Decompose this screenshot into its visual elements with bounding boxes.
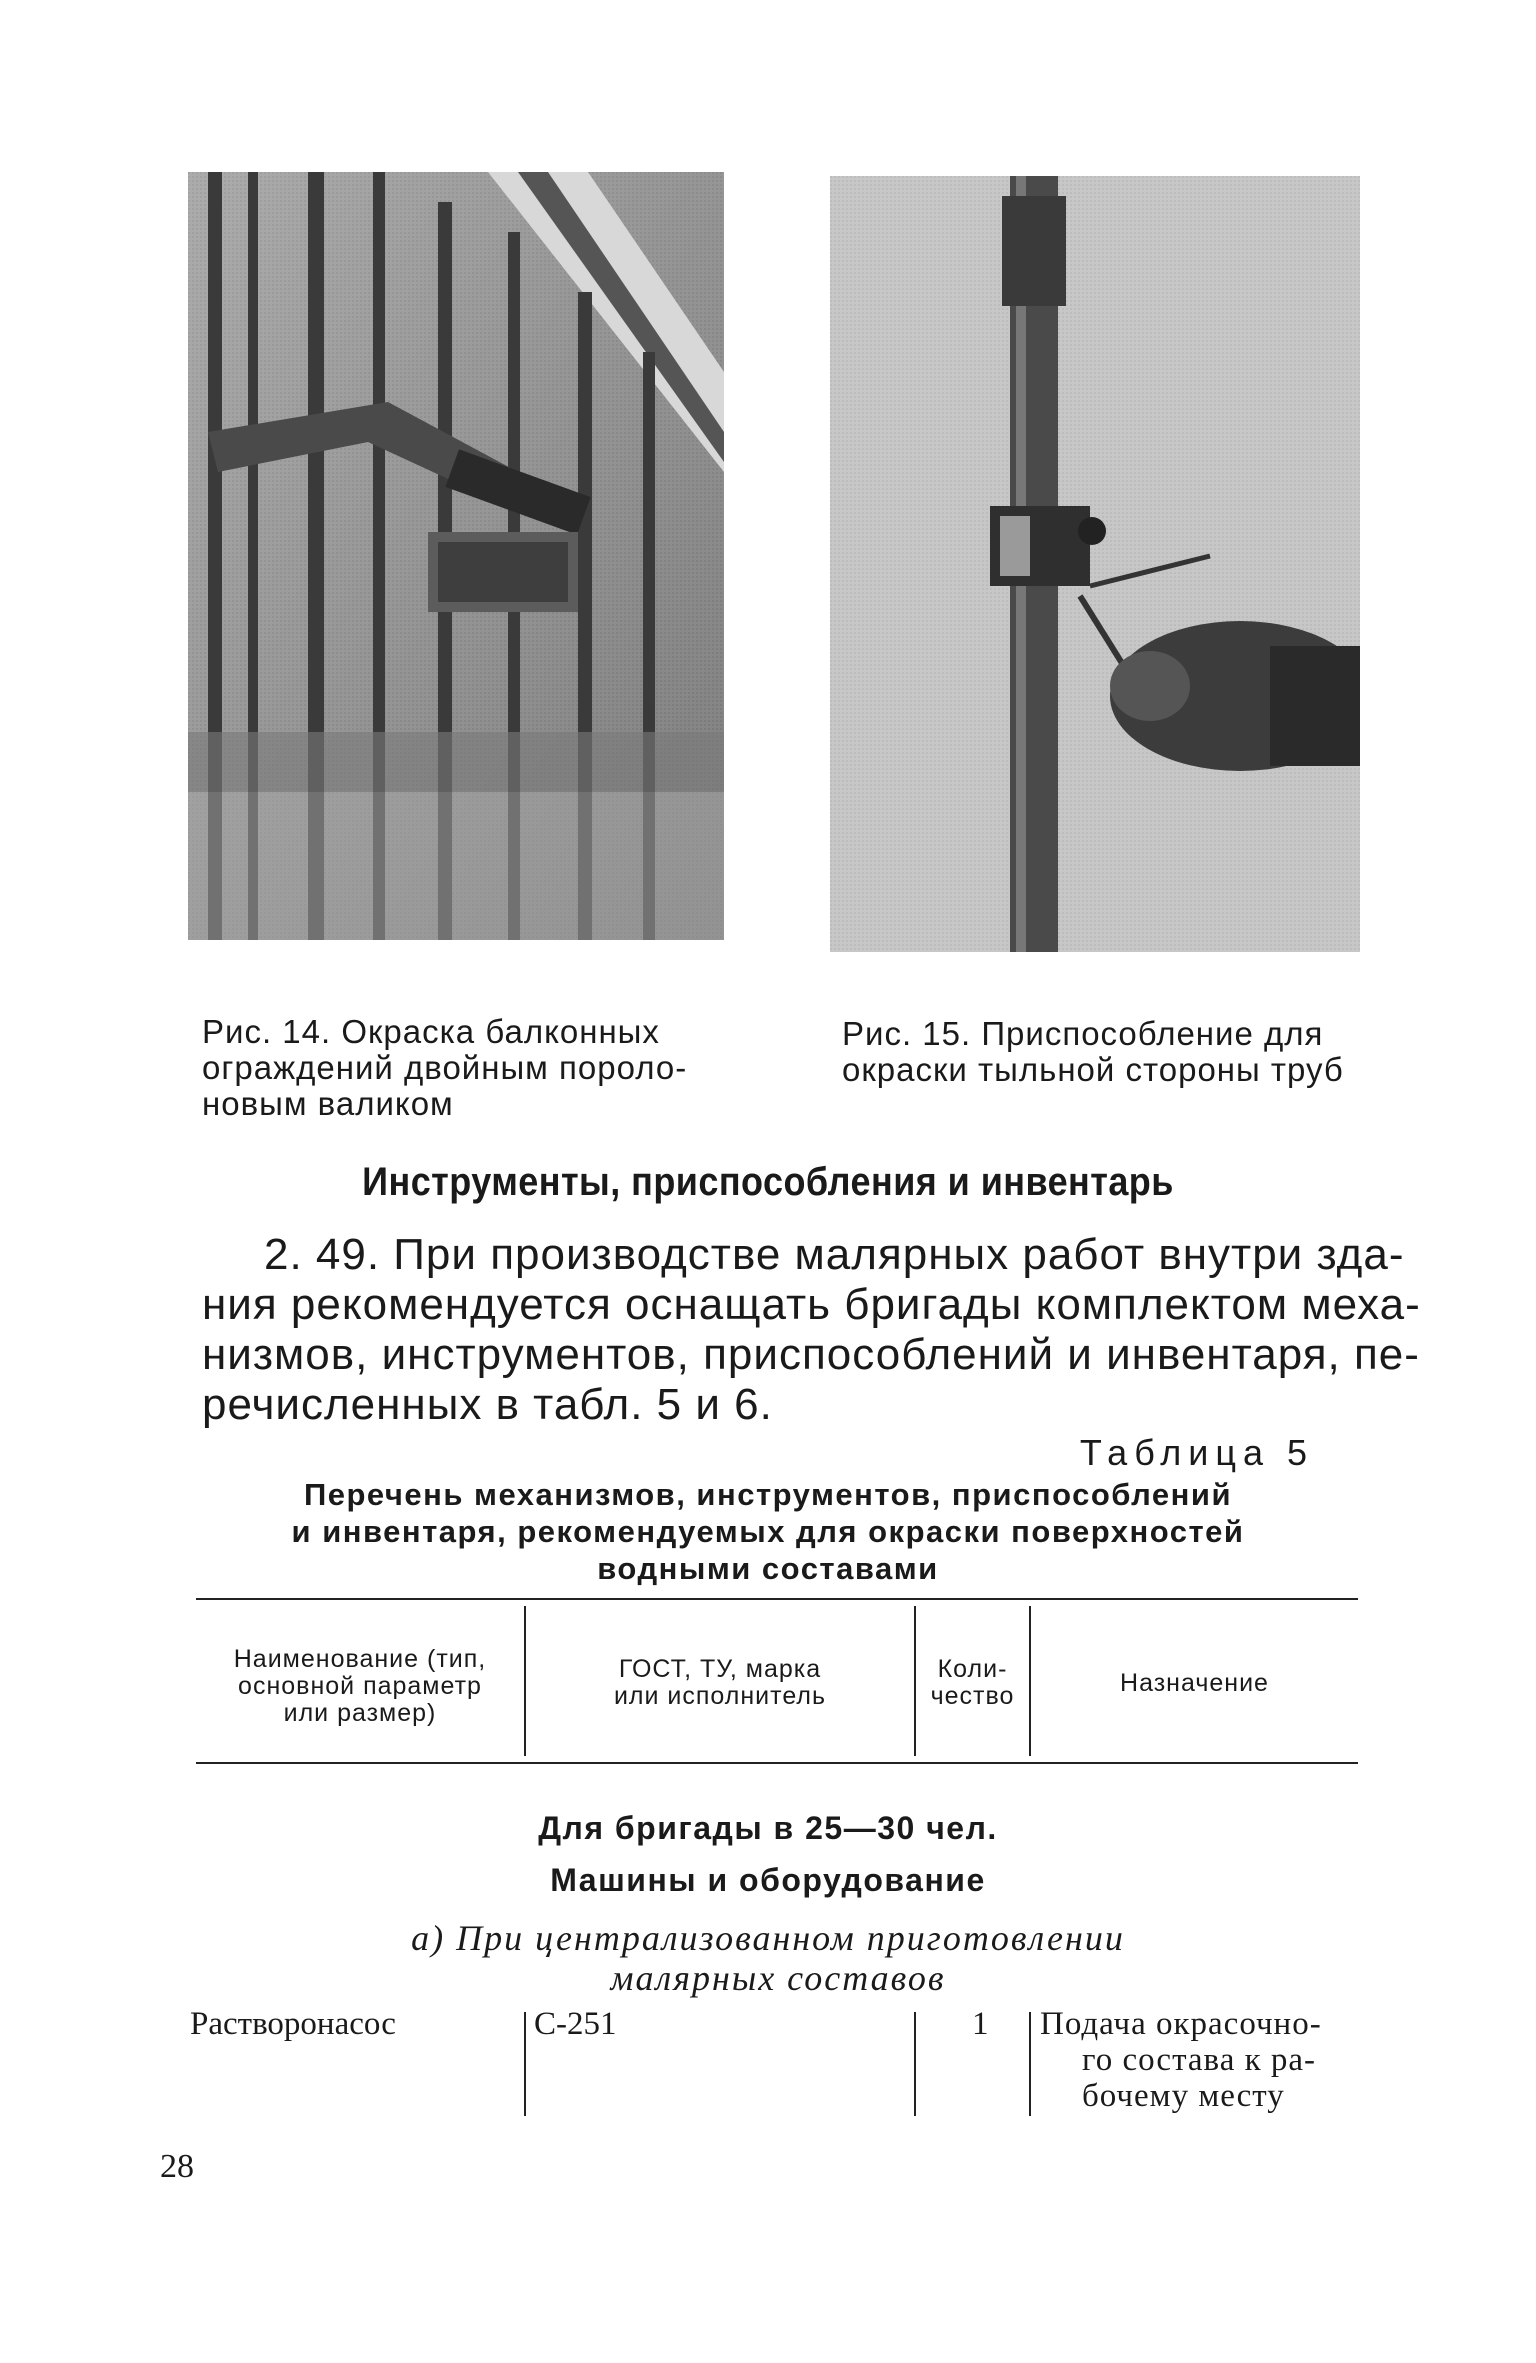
table-top-rule [196, 1598, 1358, 1600]
caption-line: Рис. 14. Окраска балконных [202, 1013, 660, 1050]
subsection-heading [0, 1918, 1536, 1998]
caption-line: ограждений двойным пороло- [202, 1049, 688, 1086]
paragraph-line: ния рекомендуется оснащать бригады комплектом меха- [202, 1280, 1421, 1329]
caption-line: новым валиком [202, 1085, 454, 1122]
subsection-line: малярных составов [610, 1958, 946, 1998]
figure-15-photo [830, 176, 1360, 952]
header-line: или размер) [283, 1699, 437, 1727]
purpose-line: бочему месту [1082, 2078, 1285, 2114]
header-quantity [916, 1656, 1029, 1710]
table-title [190, 1476, 1346, 1587]
purpose-line: Подача окрасочно- [1040, 2006, 1322, 2042]
paragraph-line: низмов, инструментов, приспособлений и инвентаря, пе- [202, 1330, 1420, 1379]
table-header-bottom-rule [196, 1762, 1358, 1764]
header-gost [526, 1656, 914, 1710]
figure-14-photo [188, 172, 724, 940]
table-title-line: Перечень механизмов, инструментов, приспособлений [303, 1477, 1233, 1512]
caption-line: Рис. 15. Приспособление для [842, 1015, 1324, 1052]
header-line: Назначение [1120, 1669, 1269, 1697]
subsection-line: а) При централизованном приготовлении [411, 1918, 1125, 1958]
group-heading: Для бригады в 25—30 чел. [538, 1810, 998, 1846]
row-gost: С-251 [534, 2006, 617, 2042]
header-line: основной параметр [238, 1672, 482, 1700]
paragraph-line: речисленных в табл. 5 и 6. [202, 1380, 773, 1429]
row-column-divider [524, 2012, 526, 2116]
row-quantity: 1 [972, 2006, 989, 2042]
row-name: Растворонасос [190, 2006, 396, 2042]
header-line: ГОСТ, ТУ, марка [618, 1655, 822, 1683]
paragraph-line: 2. 49. При производстве малярных работ внутри зда- [264, 1230, 1405, 1279]
figure-14-caption [202, 1014, 732, 1122]
row-purpose [1040, 2006, 1322, 2114]
figure-15-caption [842, 1016, 1372, 1088]
header-purpose [1031, 1670, 1358, 1697]
table-title-line: водными составами [597, 1551, 939, 1586]
header-line: или исполнитель [613, 1682, 827, 1710]
subgroup-heading: Машины и оборудование [550, 1862, 986, 1898]
page-number: 28 [160, 2148, 194, 2185]
caption-line: окраски тыльной стороны труб [842, 1051, 1344, 1088]
table-title-line: и инвентаря, рекомендуемых для окраски поверхностей [291, 1514, 1245, 1549]
row-column-divider [914, 2012, 916, 2116]
header-name [196, 1646, 524, 1727]
header-line: Наименование (тип, [233, 1645, 487, 1673]
section-title: Инструменты, приспособления и инвентарь [362, 1160, 1174, 1204]
table-label: Таблица 5 [1079, 1432, 1314, 1473]
header-line: чество [930, 1682, 1015, 1710]
purpose-line: го состава к ра- [1082, 2042, 1317, 2078]
body-paragraph [202, 1230, 1421, 1430]
header-line: Коли- [937, 1655, 1008, 1683]
row-column-divider [1029, 2012, 1031, 2116]
